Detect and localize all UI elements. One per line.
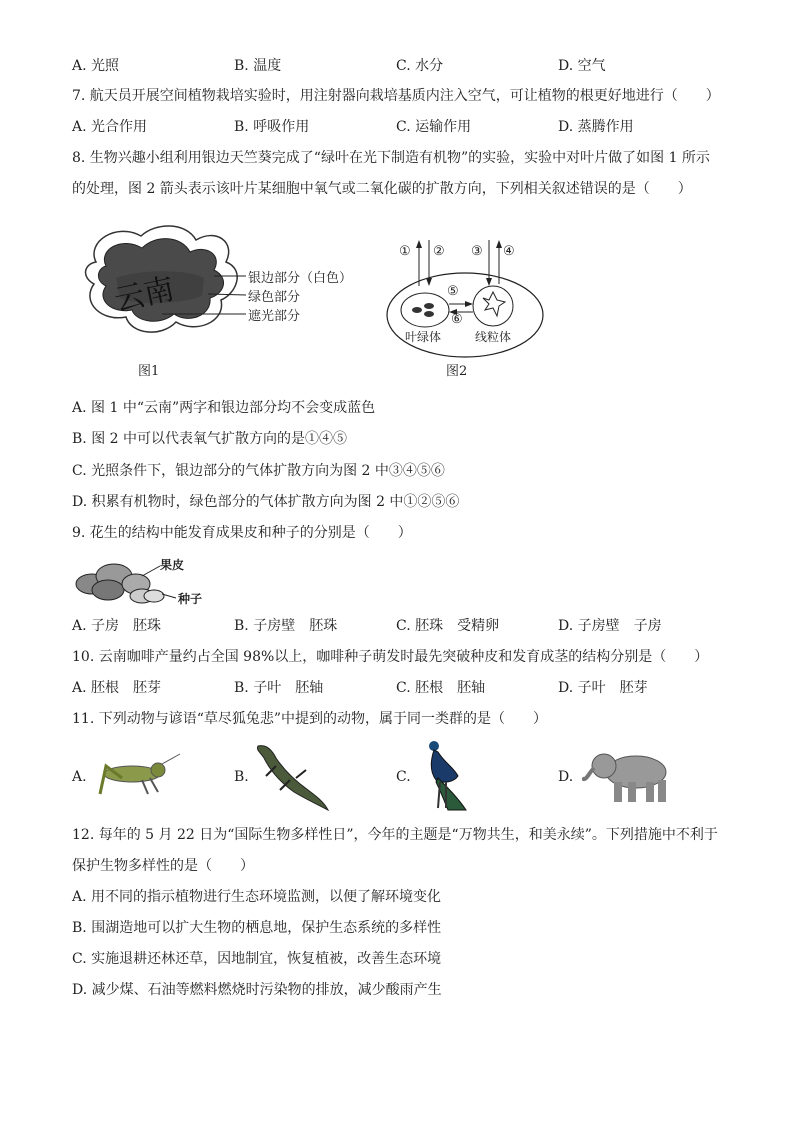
q9-option-c: C. 胚珠 受精卵 [396,618,500,634]
crocodile-icon [250,740,330,816]
peanut-figure [72,554,222,612]
q9-stem: 9. 花生的结构中能发育成果皮和种子的分别是（ ） [72,525,412,541]
q10-stem: 10. 云南咖啡产量约占全国 98%以上，咖啡种子萌发时最先突破种皮和发育成茎的结构分别是（ ） [72,649,709,665]
leaf-diagram [76,222,376,362]
q12-stem-line2: 保护生物多样性的是（ ） [72,858,254,874]
q6-option-c: C. 水分 [396,58,444,74]
q9-option-a: A. 子房 胚珠 [72,618,162,634]
q6-option-b: B. 温度 [234,58,282,74]
q6-option-d: D. 空气 [558,58,606,74]
label-silver-edge: 银边部分（白色） [248,271,353,286]
q7-option-a: A. 光合作用 [72,119,148,135]
leaf-text: 云南 [111,271,178,319]
figure-2-cell [385,240,545,360]
q11-option-a: A. [72,769,87,785]
q8-stem-line2: 的处理，图 2 箭头表示该叶片某细胞中氧气或二氧化碳的扩散方向，下列相关叙述错误的是（ ） [72,181,692,197]
q8-option-d: D. 积累有机物时，绿色部分的气体扩散方向为图 2 中①②⑤⑥ [72,494,460,510]
q7-option-c: C. 运输作用 [396,119,472,135]
q12-option-a: A. 用不同的指示植物进行生态环境监测，以便了解环境变化 [72,889,442,905]
q12-option-d: D. 减少煤、石油等燃料燃烧时污染物的排放，减少酸雨产生 [72,982,442,998]
label-mitochondrion: 线粒体 [475,330,512,344]
label-1: ① [399,244,411,259]
q10-option-d: D. 子叶 胚芽 [558,680,648,696]
q6-option-a: A. 光照 [72,58,120,74]
q12-stem-line1: 12. 每年的 5 月 22 日为“国际生物多样性日”，今年的主题是“万物共生，和美永续”。下列措施中不利于 [72,827,718,843]
q7-option-d: D. 蒸腾作用 [558,119,634,135]
q8-option-b: B. 图 2 中可以代表氧气扩散方向的是①④⑤ [72,431,347,447]
label-3: ③ [471,244,483,259]
q10-option-a: A. 胚根 胚芽 [72,680,162,696]
label-4: ④ [503,244,515,259]
label-5: ⑤ [447,284,459,299]
q8-option-c: C. 光照条件下，银边部分的气体扩散方向为图 2 中③④⑤⑥ [72,463,445,479]
q7-stem: 7. 航天员开展空间植物栽培实验时，用注射器向栽培基质内注入空气，可让植物的根更好地进行（ ） [72,88,720,104]
q10-option-b: B. 子叶 胚轴 [234,680,324,696]
q7-option-b: B. 呼吸作用 [234,119,310,135]
q9-option-b: B. 子房壁 胚珠 [234,618,338,634]
q10-option-c: C. 胚根 胚轴 [396,680,486,696]
q8-stem-line1: 8. 生物兴趣小组利用银边天竺葵完成了“绿叶在光下制造有机物”的实验，实验中对叶片做了如图 1 所示 [72,150,710,166]
q8-option-a: A. 图 1 中“云南”两字和银边部分均不会变成蓝色 [72,400,376,416]
figure-1-leaf [76,222,376,362]
grasshopper-icon [92,752,182,804]
q11-stem: 11. 下列动物与谚语“草尽狐兔悲”中提到的动物，属于同一类群的是（ ） [72,711,548,727]
label-seed: 种子 [178,592,203,606]
figure-1-caption: 图1 [138,364,160,379]
q12-option-b: B. 围湖造地可以扩大生物的栖息地，保护生态系统的多样性 [72,920,442,936]
q11-option-c: C. [396,769,411,785]
label-chloroplast: 叶绿体 [405,330,442,344]
q12-option-c: C. 实施退耕还林还草，因地制宜，恢复植被，改善生态环境 [72,951,442,967]
label-green-part: 绿色部分 [248,290,301,305]
figure-2-caption: 图2 [446,364,468,379]
label-2: ② [433,244,445,259]
q11-option-d: D. [558,769,574,785]
elephant-icon [582,748,674,808]
label-shaded-part: 遮光部分 [248,309,301,324]
label-6: ⑥ [451,312,463,327]
q9-option-d: D. 子房壁 子房 [558,618,662,634]
peacock-icon [418,738,468,816]
q11-option-b: B. [234,769,249,785]
label-peel: 果皮 [160,558,185,572]
